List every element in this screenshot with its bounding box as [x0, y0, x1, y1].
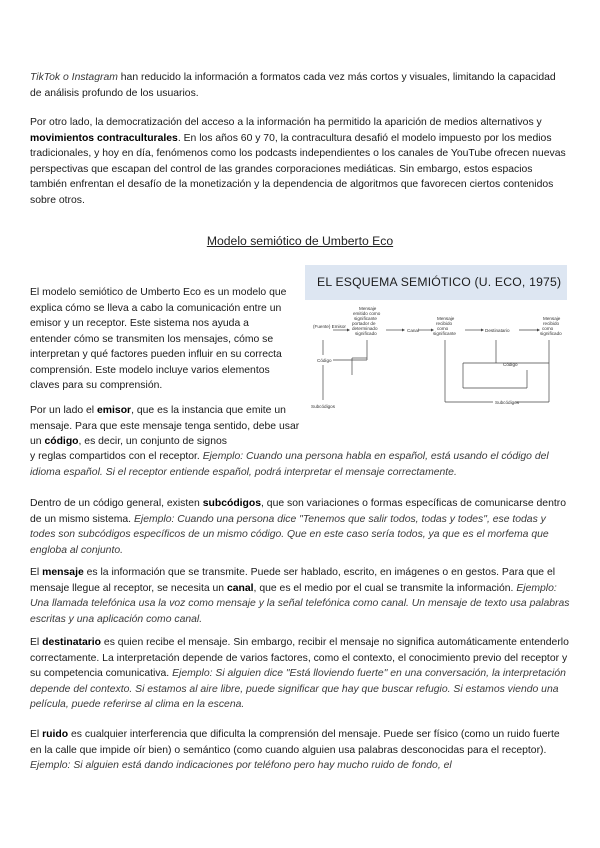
mensaje-example: Ejemplo: Una llamada telefónica usa la voz como mensaje y la señal telefónica como canal. Un mensaje de texto usa palabras escritas y una aplicación como canal.	[30, 582, 570, 625]
mensaje-text-a: El	[30, 567, 43, 578]
intro-paragraph-1	[30, 70, 570, 101]
destinatario-text-c: es quien recibe el mensaje. Sin embargo, recibir el mensaje no significa automáticamente entenderlo correctamente. La interpretación depende de varios factores, como el contexto, el conocimiento previo del receptor y su competencia comunicativa.	[30, 637, 569, 679]
emisor-paragraph	[30, 403, 570, 450]
subcodigos-example: Ejemplo: Cuando una persona dice "Tenemos que salir todos, todas y todes", ese todas y todes son subcódigos específicos de un mismo código. Que en este caso sería todos, ya que es el morfema que engloba al conjunto.	[30, 513, 549, 556]
intro-paragraph-2-text-a: Por otro lado, la democratización del acceso a la información ha permitido la aparición de medios alternativos y	[30, 117, 542, 128]
subcodigos-text-a: Dentro de un código general, existen	[30, 498, 203, 509]
codigo-label: Código	[317, 358, 332, 363]
ruido-text-a: El	[30, 729, 43, 740]
codigo-bold: código	[44, 436, 79, 447]
subcodigos-right-label: Subcódigos	[495, 400, 520, 405]
ruido-text-c: es cualquier interferencia que dificulta la comprensión del mensaje. Puede ser físico (como un ruido fuerte en la calle que impide oír bien) o semántico (como cuando alguien usa palabras desconocidas para el receptor).	[30, 729, 560, 756]
figure-title: EL ESQUEMA SEMIÓTICO (U. ECO, 1975)	[305, 265, 567, 300]
subcodigos-bold: subcódigos	[202, 498, 262, 509]
emisor-text-d: y reglas compartidos con el receptor.	[30, 451, 203, 462]
intro-paragraph-1-text: han reducido la información a formatos cada vez más cortos y visuales, limitando la capacidad de análisis profundo de los usuarios.	[30, 72, 556, 99]
intro-paragraph-2-text-b: . En los años 60 y 70, la contracultura desafió el modelo impuesto por los medios tradicionales, y hoy en día, fenómenos como los podcasts independientes o los canales de YouTube ofrecen nuevas perspectivas que escapan del control de las grandes corporaciones mediáticas. Sin embargo, estos espacios también enfrentan el desafío de la monetización y la dependencia de algoritmos que favorecen ciertos contenidos sobre otros.	[30, 132, 566, 206]
mensaje-bold: mensaje	[42, 567, 84, 578]
emisor-bold: emisor	[97, 405, 132, 416]
mensaje-recibido-label: Mensaje recibido como significante	[433, 316, 456, 336]
emisor-text-c: , que es la instancia que emite un mensaje. Para que este mensaje tenga sentido, debe usar un	[30, 405, 300, 447]
canal-label: Canal	[407, 328, 420, 333]
destinatario-text-a: El	[30, 637, 43, 648]
codigo-right-label: Código	[503, 362, 518, 367]
movimientos-contraculturales-bold: movimientos contraculturales	[30, 132, 178, 144]
mensaje-final-label: Mensaje recibido como significado	[540, 316, 562, 336]
emisor-text-a: Por un lado el	[30, 405, 98, 416]
subcodigos-text-c: , que son variaciones o formas específicas de comunicarse dentro de un mismo sistema.	[30, 498, 566, 525]
social-networks-text: TikTok o Instagram	[30, 72, 118, 83]
destinatario-example: Ejemplo: Si alguien dice "Está lloviendo fuerte" en una conversación, la interpretación depende del contexto. Si estamos al aire libre, puede significar que hay que buscar refugio. Si estamos viendo una película, puede referirse al clima en la escena.	[30, 668, 566, 710]
model-paragraph-1: El modelo semiótico de Umberto Eco es un modelo que explica cómo se lleva a cabo la comunicación entre un emisor y un receptor. Este sistema nos ayuda a entender cómo se transmiten los mensajes, cómo se interpretan y qué factores pueden influir en su correcta comprensión. Este modelo incluye varios elementos claves para su comprensión.	[30, 287, 287, 391]
canal-bold: canal	[226, 582, 254, 594]
emisor-example: Ejemplo: Cuando una persona habla en español, está usando el código del idioma español. Si el receptor entiende español, podrá interpretar el mensaje correctamente.	[30, 451, 549, 478]
ruido-bold: ruido	[42, 729, 69, 740]
subcodigos-paragraph	[30, 496, 570, 558]
intro-paragraph-2	[30, 115, 570, 208]
destinatario-paragraph	[30, 635, 570, 713]
destinatario-label: Destinatario	[485, 328, 510, 333]
ruido-paragraph	[30, 727, 570, 774]
subcodigos-label: Subcódigos	[311, 404, 336, 409]
ruido-example: Ejemplo: Si alguien está dando indicaciones por teléfono pero hay mucho ruido de fondo, el	[30, 760, 452, 771]
semiotic-scheme-figure	[305, 265, 567, 423]
fuente-emisor-label: (Fuente) Emisor	[313, 324, 346, 329]
mensaje-text-c: es la información que se transmite. Puede ser hablado, escrito, en imágenes o en gestos. Para que el mensaje llegue al receptor, se necesita un	[30, 567, 556, 594]
emisor-paragraph-first: Por un lado el emisor, que es la instancia que emite un mensaje. Para que este mensaje tenga sentido, debe usar un código, es decir, un conjunto de signos	[30, 405, 300, 447]
section-title: Modelo semiótico de Umberto Eco	[206, 234, 394, 248]
mensaje-emitido-label: Mensaje emitido como significante portador de determinado significado	[352, 306, 381, 336]
destinatario-bold: destinatario	[42, 637, 102, 648]
emisor-paragraph-continued	[30, 449, 570, 480]
mensaje-paragraph	[30, 565, 570, 627]
mensaje-text-e: , que es el medio por el cual se transmite la información.	[253, 582, 517, 594]
